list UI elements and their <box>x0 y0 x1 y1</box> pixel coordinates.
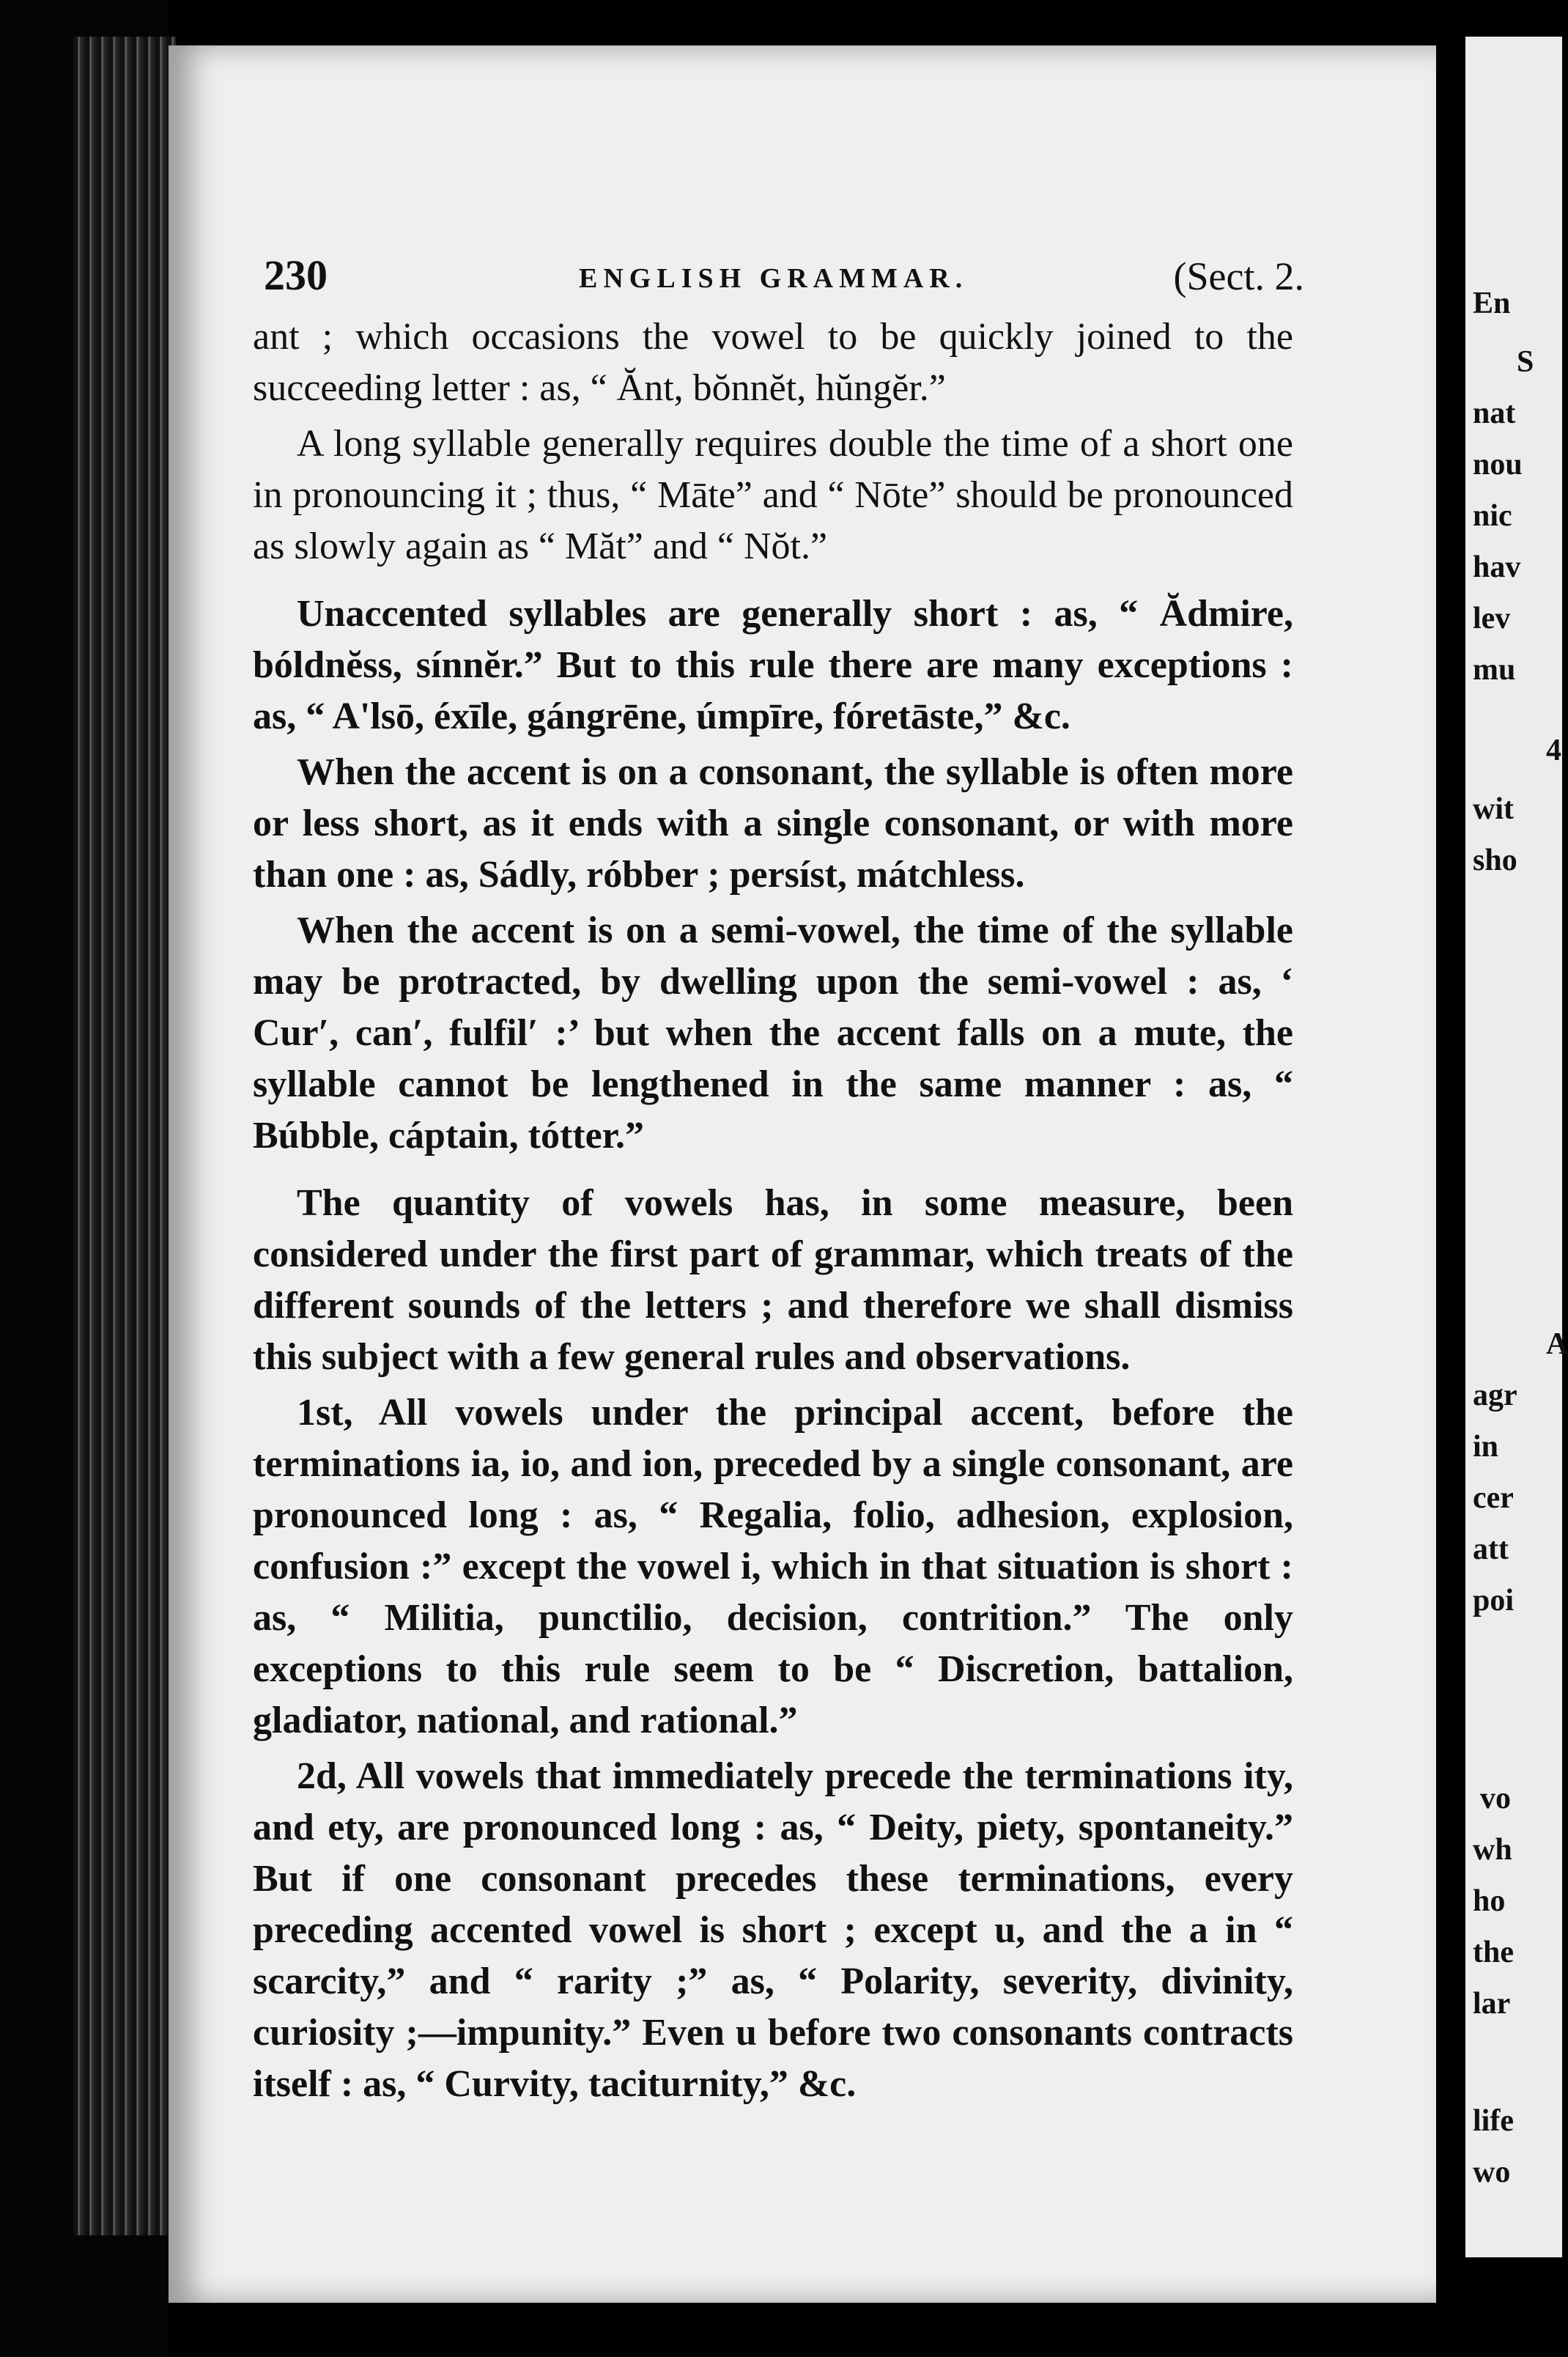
adjacent-page-text: the <box>1473 1936 1514 1969</box>
adjacent-page-text: life <box>1473 2104 1514 2138</box>
paragraph-rule-2: 2d, All vowels that immediately precede the terminations ity, and ety, are pronounced long : as, “ Deity, piety, spontaneity.” But if one consonant precedes these terminations, every preceding accented vowel is short ; except u, and the a in “ scarcity,” and “ rarity ;” as, “ Polarity, severity, divinity, curiosity ;—impunity.” Even u before two consonants contracts itself : as, “ Curvity, taciturnity,” &c. <box>253 1755 1293 2105</box>
page-edges <box>73 37 176 2235</box>
adjacent-page-text: mu <box>1473 653 1516 687</box>
running-head: ENGLISH GRAMMAR. <box>579 263 969 294</box>
paragraph-long-syllable: A long syllable generally requires double the time of a short one in pronouncing it ; thus, “ Māte” and “ Nōte” should be pronounced as slowly again as “ Măt” and “ Nŏt.” <box>253 423 1293 567</box>
adjacent-page-text: hav <box>1473 550 1521 584</box>
paragraph-quantity-of-vowels: The quantity of vowels has, in some measure, been considered under the first part of grammar, which treats of the different sounds of the letters ; and therefore we shall dismiss this subject with a few general rules and observations. <box>253 1182 1293 1378</box>
adjacent-page-text: in <box>1473 1430 1499 1464</box>
adjacent-page-text: nat <box>1473 396 1516 430</box>
adjacent-page-text: wh <box>1473 1833 1512 1867</box>
adjacent-page-text: En <box>1473 287 1511 320</box>
paragraph-accent-semivowel: When the accent is on a semi-vowel, the time of the syllable may be protracted, by dwelling upon the semi-vowel : as, ‘ Cur′, can′, fulfil′ :’ but when the accent falls on a mute, the syllable cannot be lengthened in the same manner : as, “ Búbble, cáptain, tótter.” <box>253 910 1293 1157</box>
adjacent-page-text: vo <box>1480 1782 1511 1815</box>
paragraph-accent-consonant: When the accent is on a consonant, the syllable is often more or less short, as it ends with a single consonant, or with more than one : as, Sádly, róbber ; persíst, mátchless. <box>253 751 1293 896</box>
adjacent-page-text: lev <box>1473 602 1511 635</box>
adjacent-page-text: 4 <box>1546 734 1561 767</box>
adjacent-page-text: wo <box>1473 2155 1511 2189</box>
adjacent-page-text: S <box>1517 345 1534 379</box>
paragraph-unaccented: Unaccented syllables are generally short : as, “ Ădmire, bóldnĕss, sínnĕr.” But to this rule there are many exceptions : as, “ A'lsō, éxīle, gángrēne, úmpīre, fóretāste,” &c. <box>253 593 1293 737</box>
adjacent-page-text: lar <box>1473 1987 1511 2021</box>
adjacent-page-text: nic <box>1473 499 1512 533</box>
body-text <box>253 311 1293 2114</box>
paragraph-rule-1: 1st, All vowels under the principal accent, before the terminations ia, io, and ion, preceded by a single consonant, are pronounced long : as, “ Regalia, folio, adhesion, explosion, confusion :” except the vowel i, which in that situation is short : as, “ Militia, punctilio, decision, contrition.” The only exceptions to this rule seem to be “ Discretion, battalion, gladiator, national, and rational.” <box>253 1392 1293 1741</box>
adjacent-page-text: ho <box>1473 1884 1506 1918</box>
page-number: 230 <box>264 251 328 299</box>
adjacent-page-text: cer <box>1473 1481 1514 1515</box>
adjacent-page <box>1465 37 1568 2257</box>
adjacent-page-text: A <box>1546 1327 1568 1361</box>
adjacent-page-text: poi <box>1473 1584 1515 1618</box>
adjacent-page-text: wit <box>1473 792 1514 826</box>
page-gutter <box>1436 0 1465 2357</box>
paragraph-continuation: ant ; which occasions the vowel to be quickly joined to the succeeding letter : as, “ Ănt, bŏnnĕt, hŭngĕr.” <box>253 316 1293 409</box>
section-reference: (Sect. 2. <box>1173 254 1304 298</box>
adjacent-page-text: att <box>1473 1532 1509 1566</box>
adjacent-page-text: nou <box>1473 448 1523 482</box>
adjacent-page-text: sho <box>1473 844 1517 877</box>
page-header <box>264 251 1304 309</box>
adjacent-page-text: agr <box>1473 1379 1517 1412</box>
